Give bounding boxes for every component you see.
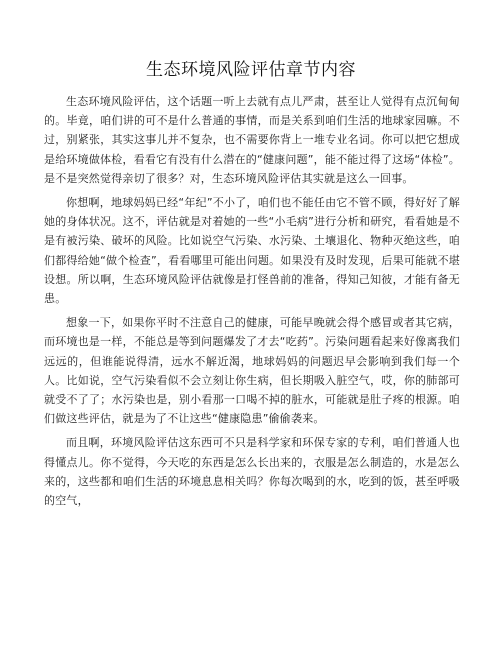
document-body bbox=[44, 92, 460, 510]
document-title: 生态环境风险评估章节内容 bbox=[146, 60, 356, 80]
paragraph-1: 生态环境风险评估，这个话题一听上去就有点儿严肃，甚至让人觉得有点沉甸甸的。毕竟，咱们讲的可不是什么普通的事情，而是关系到咱们生活的地球家园嘛。不过，别紧张，其实这事儿并不复杂，也不需要你背上一堆专业名词。你可以把它想成是给环境做体检，看看它有没有什么潜在的“健康问题”，能不能过得了这场“体检”。是不是突然觉得亲切了很多？对，生态环境风险评估其实就是这么一回事。 bbox=[44, 95, 460, 185]
paragraph-2: 你想啊，地球妈妈已经“年纪”不小了，咱们也不能任由它不管不顾，得好好了解她的身体状况。这不，评估就是对着她的一些“小毛病”进行分析和研究，看看她是不是有被污染、破坏的风险。比如说空气污染、水污染、土壤退化、物种灭绝这些，咱们都得给她“做个检查”，看看哪里可能出问题。如果没有及时发现，后果可能就不堪设想。所以啊，生态环境风险评估就像是打怪兽前的准备，得知己知彼，才能有备无患。 bbox=[44, 196, 460, 306]
paragraph-4: 而且啊，环境风险评估这东西可不只是科学家和环保专家的专利，咱们普通人也得懂点儿。你不觉得，今天吃的东西是怎么长出来的，衣服是怎么制造的，水是怎么来的，这些都和咱们生活的环境息息相关吗？你每次喝到的水，吃到的饭，甚至呼吸的空气， bbox=[44, 436, 460, 508]
paragraph-3: 想象一下，如果你平时不注意自己的健康，可能早晚就会得个感冒或者其它病，而环境也是一样，不能总是等到问题爆发了才去“吃药”。污染问题看起来好像离我们远远的，但谁能说得清，远水不解近渴，地球妈妈的问题迟早会影响到我们每一个人。比如说，空气污染看似不会立刻让你生病，但长期吸入脏空气，哎，你的肺部可就受不了了；水污染也是，别小看那一口喝不掉的脏水，可能就是肚子疼的根源。咱们做这些评估，就是为了不让这些“健康隐患”偷偷袭来。 bbox=[44, 316, 460, 426]
